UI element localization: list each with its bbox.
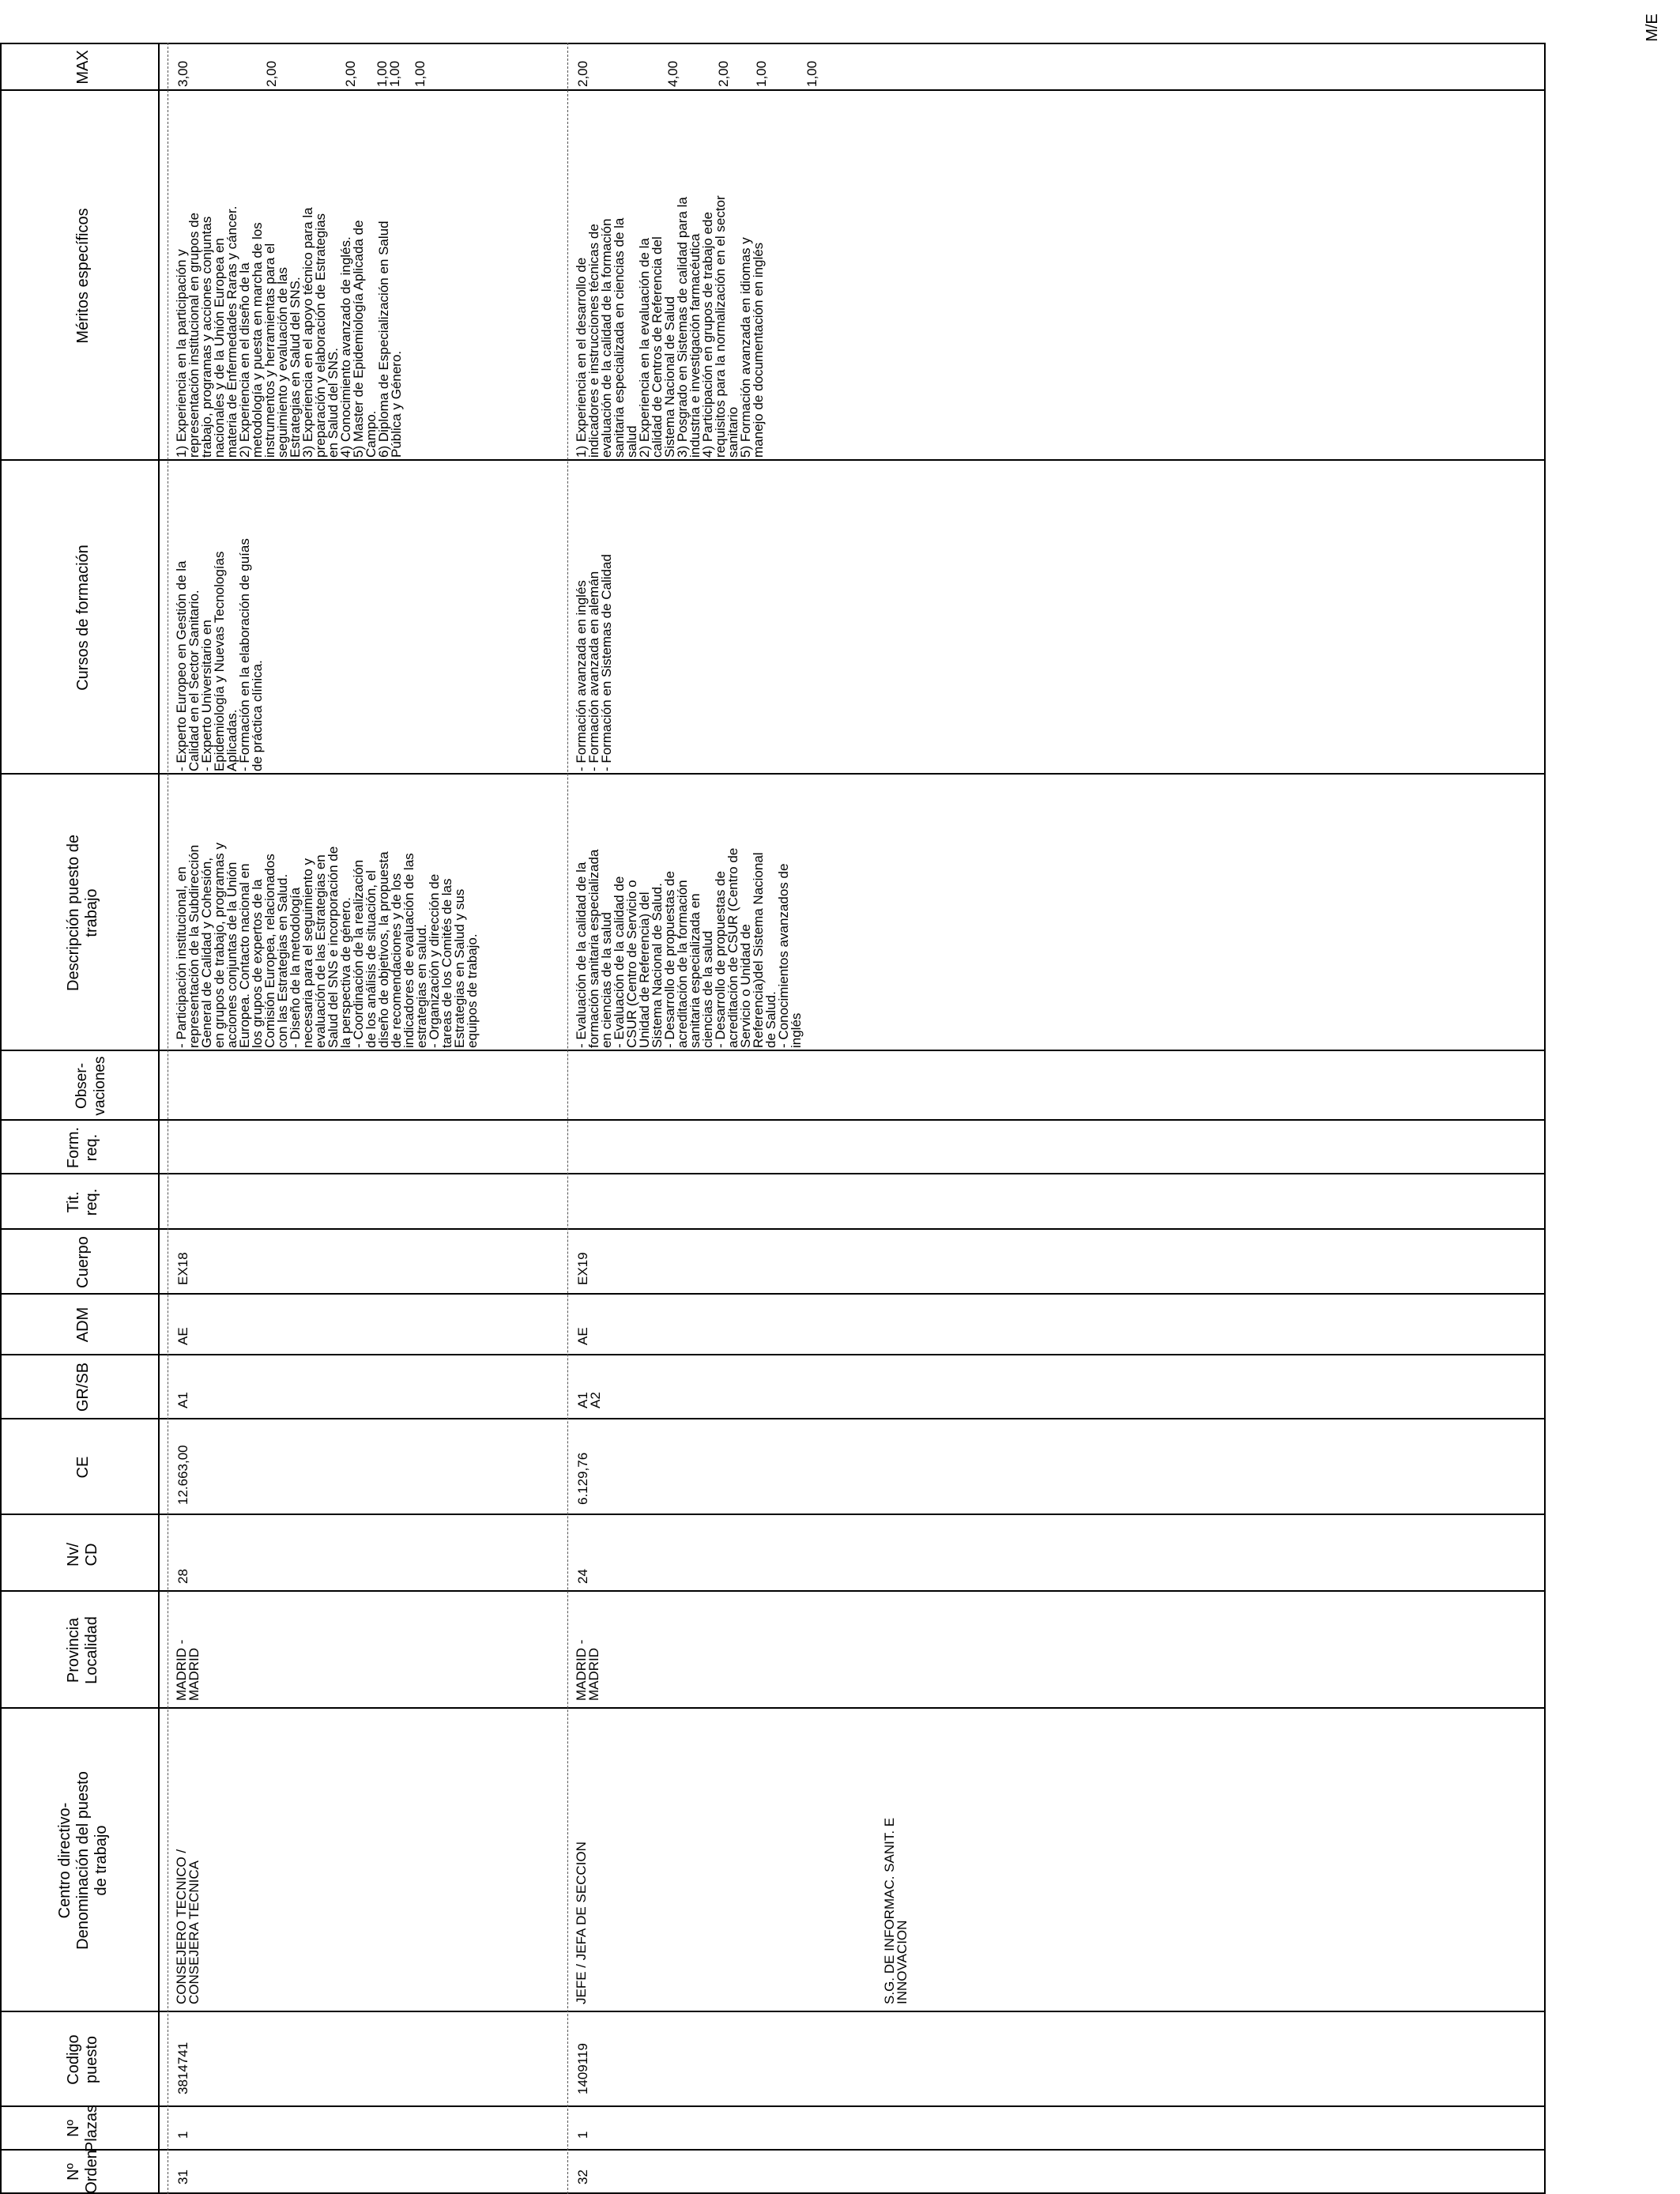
row32-max-4: 1,00 xyxy=(754,60,769,87)
header-descripcion: Descripción puesto de trabajo xyxy=(65,835,100,991)
header-observaciones: Obser- vaciones xyxy=(73,1056,108,1116)
column-rule xyxy=(0,2105,1546,2107)
column-rule xyxy=(0,1590,1546,1592)
row31-max-2: 2,00 xyxy=(264,60,279,87)
header-grupo: GR/SB xyxy=(73,1362,92,1412)
column-rule xyxy=(0,2149,1546,2151)
row31-adm: AE xyxy=(175,1327,190,1345)
row32-ce: 6.129,76 xyxy=(575,1452,590,1505)
table-bottom-border xyxy=(1544,43,1546,2194)
table-top-border xyxy=(0,43,2,2194)
row31-orden: 31 xyxy=(175,2169,190,2185)
row32-plazas: 1 xyxy=(575,2131,590,2139)
row31-cursos: - Experto Europeo en Gestión de la Calidad en el Sector Sanitario. - Experto Universitario en Epidemiología y Nuevas Tecnologías Aplicadas. - Formación en la elaboración de guías de práctica clínica. xyxy=(174,538,265,771)
row31-cuerpo: EX18 xyxy=(175,1252,190,1285)
header-plazas: Nº Plazas xyxy=(65,2104,100,2153)
row31-nivel: 28 xyxy=(175,1569,190,1584)
row31-centro: CONSEJERO TECNICO / CONSEJERA TECNICA xyxy=(174,1849,202,2004)
header-orden: Nº Orden xyxy=(65,2150,100,2194)
header-adm: ADM xyxy=(73,1306,92,1343)
row32-cuerpo: EX19 xyxy=(575,1252,590,1285)
header-meritos: Méritos específicos xyxy=(73,208,92,344)
column-rule xyxy=(0,1293,1546,1295)
row32-adm: AE xyxy=(575,1327,590,1345)
row31-descripcion: - Participación institucional, en representación de la Subdirección General de Calidad y Cohesión, en grupos de trabajo, programas y acciones conjuntas de la Unión Europea. Contacto nacional en los grupos de expertos de la Comisión Europea, relacionados con las Estrategias en Salud. - Diseño de la metodología necesaria para el seguimiento y evaluación de las Estrategias en Salud del SNS e incorporación de la perspectiva de género. - Coordinación de la realización de los análisis de situación, el diseño de objetivos, la propuesta de recomendaciones y de los indicadores de evaluación de las estrategias en salud. - Organización y dirección de tareas de los Comités de las Estrategias en Salud y sus equipos de trabajo. xyxy=(174,843,480,1048)
column-rule xyxy=(0,1354,1546,1355)
column-rule xyxy=(0,773,1546,775)
column-rule xyxy=(0,1707,1546,1709)
row32-orden: 32 xyxy=(575,2169,590,2185)
rotated-table xyxy=(0,43,1546,2194)
header-formacion-req: Form. req. xyxy=(65,1126,100,1169)
column-rule xyxy=(0,1119,1546,1121)
header-provincia: Provincia Localidad xyxy=(65,1616,100,1684)
row31-meritos: 1) Experiencia en la participación y representación institucional en grupos de trabajo, programas y acciones conjuntas nacionales y de la Unión Europea en materia de Enfermedades Raras y cáncer. 2) Experiencia en el diseño de la metodología y puesta en marcha de los instrumentos y herramientas para el seguimiento y evaluación de las Estrategias en Salud del SNS. 3) Experiencia en el apoyo técnico para la preparación y elaboración de Estrategias en Salud del SNS. 4) Conocimiento avanzado de inglés. 5) Master de Epidemiología Aplicada de Campo. 6) Diploma de Especialización en Salud Pública y Género. xyxy=(174,205,404,458)
row31-provincia: MADRID - MADRID xyxy=(174,1639,202,1701)
header-cursos: Cursos de formación xyxy=(73,545,92,691)
header-max: MAX xyxy=(73,50,92,85)
row31-max-5: 1,00 xyxy=(387,60,402,87)
row32-max-3: 2,00 xyxy=(716,60,731,87)
row31-codigo: 3814741 xyxy=(175,2041,190,2094)
header-centro: Centro directivo- Denominación del puesto de trabajo xyxy=(55,1771,110,1950)
row-separator xyxy=(567,43,568,2194)
row32-provincia: MADRID - MADRID xyxy=(574,1639,601,1701)
row31-max-3: 2,00 xyxy=(343,60,358,87)
row32-codigo: 1409119 xyxy=(575,2043,590,2094)
column-rule xyxy=(0,1173,1546,1174)
row32-cursos: - Formación avanzada en inglés - Formación avanzada en alemán - Formación en Sistemas de Calidad xyxy=(574,554,614,771)
row32-centro: JEFE / JEFA DE SECCION xyxy=(574,1842,589,2004)
column-rule xyxy=(0,1418,1546,1419)
row31-max-1: 3,00 xyxy=(175,60,190,87)
column-rule xyxy=(0,89,1546,91)
row32-descripcion: - Evaluación de la calidad de la formación sanitaria especializada en ciencias de la salud - Evaluación de la calidad de CSUR (Centro de Servicio o Unidad de Referencia) del Sistema Nacional de Salud. - Desarrollo de propuestas de acreditación de la formación sanitaria especializada en ciencias de la salud - Desarrollo de propuestas de acreditación de CSUR (Centro de Servicio o Unidad de Referencia)del Sistema Nacional de Salud. - Conocimientos avanzados de inglés xyxy=(574,847,804,1048)
row32-max-5: 1,00 xyxy=(804,60,819,87)
column-rule xyxy=(0,43,1546,44)
column-rule xyxy=(0,459,1546,461)
row32-meritos: 1) Experiencia en el desarrollo de indicadores e instrucciones técnicas de evaluación de la calidad de la formación sanitaria especializada en ciencias de la salud 2) Experiencia en la evaluación de la calidad de Centros de Referencia del Sistema Nacional de Salud 3) Posgrado en Sistemas de calidad para la industria e investigación farmacéutica 4) Participación en grupos de trabajo ede requisitos para la normalización en el sector sanitario 5) Formación avanzada en idiomas y manejo de documentación en inglés xyxy=(574,195,766,458)
header-codigo: Codigo puesto xyxy=(65,2034,100,2085)
column-rule xyxy=(0,1228,1546,1230)
row32-grupo: A1 A2 xyxy=(575,1392,603,1408)
column-rule xyxy=(0,2011,1546,2012)
column-rule xyxy=(0,1050,1546,1051)
row31-max-6: 1,00 xyxy=(412,60,428,87)
header-cuerpo: Cuerpo xyxy=(73,1236,92,1288)
header-me: M/E xyxy=(1643,13,1661,42)
row32-max-2: 4,00 xyxy=(665,60,680,87)
row32-max-1: 2,00 xyxy=(575,60,590,87)
header-nivel: Nv/ CD xyxy=(65,1543,100,1566)
section-heading: S.G. DE INFORMAC. SANIT. E INNOVACION xyxy=(882,1817,910,2004)
row31-plazas: 1 xyxy=(175,2131,190,2139)
row32-nivel: 24 xyxy=(575,1569,590,1584)
header-ce: CE xyxy=(73,1456,92,1479)
header-titulacion: Tit. req. xyxy=(65,1188,100,1216)
row31-ce: 12.663,00 xyxy=(175,1445,190,1505)
column-rule xyxy=(0,1514,1546,1515)
row31-max-4: 1,00 xyxy=(375,60,390,87)
row31-grupo: A1 xyxy=(175,1392,190,1408)
